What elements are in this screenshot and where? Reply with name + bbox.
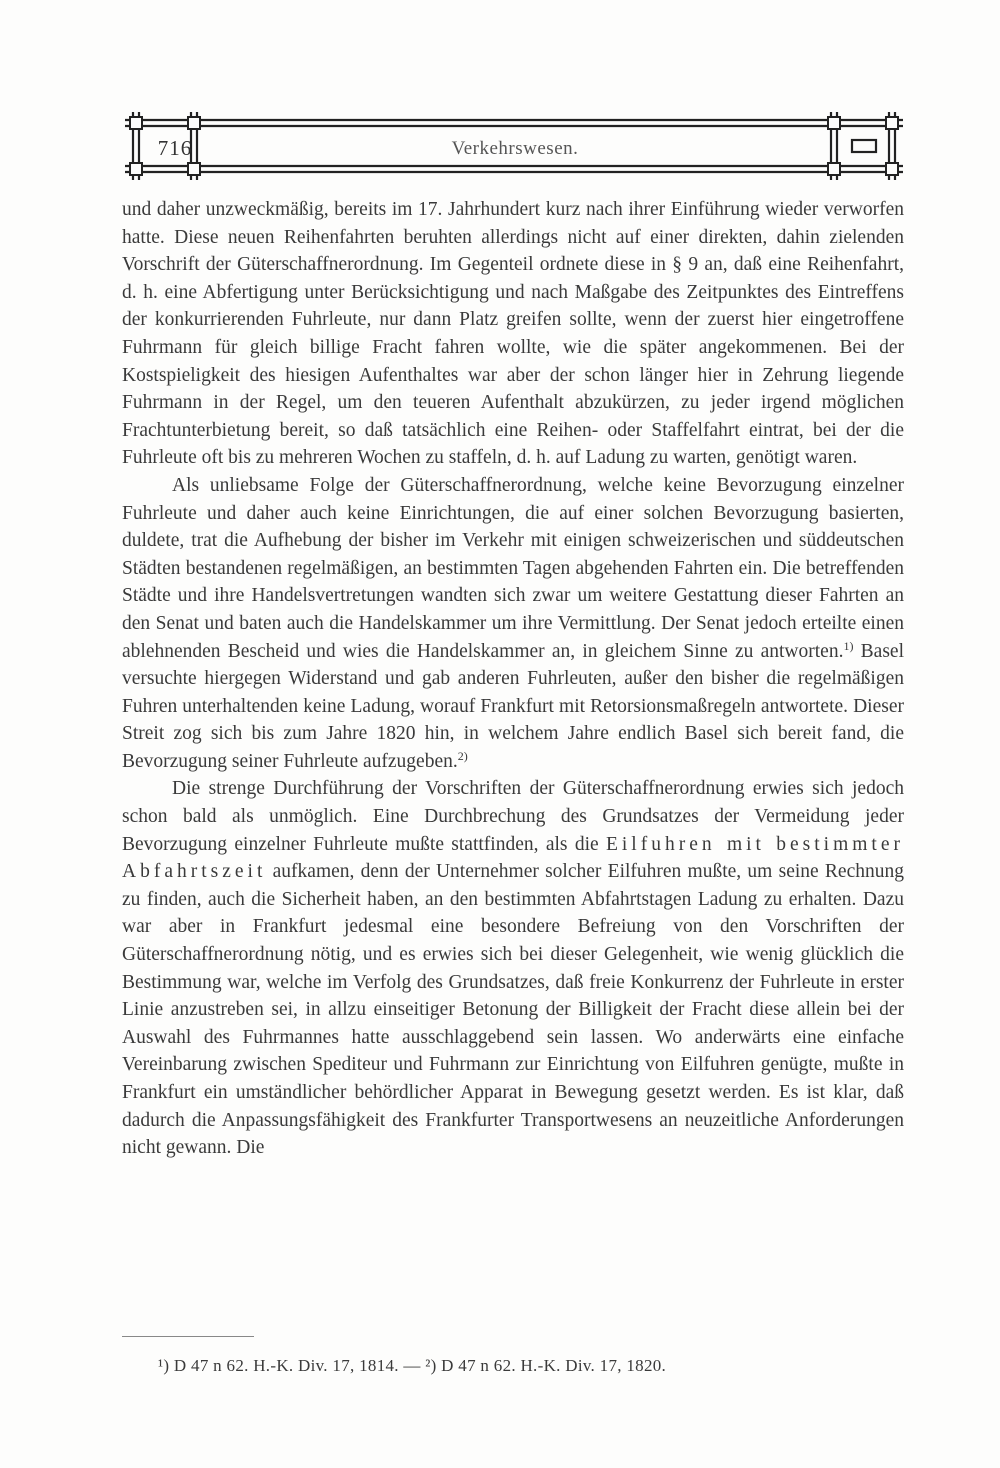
paragraph-1: und daher unzweckmäßig, bereits im 17. Jahrhundert kurz nach ihrer Einführung wieder verworfen hatte. Diese neuen Reihenfahrten beruhten allerdings nicht auf einer direkten, dahin zielenden Vorschrift der Güterschaffnerordnung. Im Gegenteil ordnete diese in § 9 an, daß eine Reihenfahrt, d. h. eine Abfertigung unter Berücksichtigung und nach Maßgabe des Zeitpunktes des Eintreffens der konkurrierenden Fuhrleute, nur dann Platz greifen sollte, wenn der zuerst hier eingetroffene Fuhrmann für gleich billige Fracht fahren wollte, wie die später angekommenen. Bei der Kostspieligkeit des hiesigen Aufenthaltes war aber der schon länger hier in Zehrung liegende Fuhrmann in der Regel, um den teueren Aufenthalt abzukürzen, zu jeder irgend möglichen Frachtunterbietung bereit, so daß tatsächlich eine Reihen- oder Staffelfahrt eintrat, bei der die Fuhrleute oft bis zu mehreren Wochen zu staffeln, d. h. auf Ladung zu warten, genötigt waren.: [122, 199, 904, 469]
page-header: [125, 112, 903, 180]
main-text: [122, 196, 904, 1162]
page-number: 716: [157, 136, 193, 160]
footnote-ref-1[interactable]: 1): [843, 638, 854, 653]
paragraph-3-text-a: Die strenge Durchführung der Vorschriften der Güterschaffnerordnung erwies sich jedoch schon bald als unmöglich. Eine Durchbrechung des Grundsatzes der Vermeidung jeder Bevorzugung einzelner Fuhrleute mußte stattfinden, als die: [122, 778, 904, 855]
paragraph-2-text-b: Basel versuchte hiergegen Widerstand und gab anderen Fuhrleuten, außer den bisher die regelmäßigen Fuhren unterhaltenden keine Ladung, worauf Frankfurt mit Retorsionsmaßregeln antwortete. Dieser Streit zog sich bis zum Jahre 1820 hin, in welchem Jahre endlich Basel sich bereit fand, die Bevorzugung seiner Fuhrleute aufzugeben.: [122, 640, 904, 772]
footnotes: ¹) D 47 n 62. H.-K. Div. 17, 1814. — ²) D 47 n 62. H.-K. Div. 17, 1820.: [158, 1356, 667, 1375]
emphasized-term: Eilfuhren mit bestimmter Abfahrtszeit: [122, 833, 905, 883]
paragraph-2: [122, 472, 904, 776]
paragraph-3-text-b: aufkamen, denn der Unternehmer solcher Eilfuhren mußte, um seine Rechnung zu finden, auch die Sicherheit haben, an den bestimmten Abfahrtstagen Ladung zu erhalten. Dazu war aber in Frankfurt jedesmal eine besondere Befreiung von den Vorschriften der Güterschaffnerordnung nötig, und es erwies sich bei dieser Gelegenheit, wie wenig glücklich die Bestimmung war, welche im Verfolg des Grundsatzes, daß freie Konkurrenz der Fuhrleute in erster Linie anzustreben sei, in allzu einseitiger Betonung der Billigkeit der Fracht diese allein bei der Auswahl des Fuhrmannes hatte ausschlaggebend sein lassen. Wo anderwärts eine einfache Vereinbarung zwischen Spediteur und Fuhrmann zur Einrichtung von Eilfuhren genügte, mußte in Frankfurt ein umständlicher behördlicher Apparat in Bewegung gesetzt werden. Es ist klar, daß dadurch die Anpassungsfähigkeit des Frankfurter Transportwesens an neuzeitliche Anforderungen nicht gewann. Die: [122, 861, 904, 1159]
running-head-title: Verkehrswesen.: [451, 138, 579, 159]
paragraph-3: [122, 775, 904, 1161]
paragraph-2-text-a: Als unliebsame Folge der Güterschaffnerordnung, welche keine Bevorzugung einzelner Fuhrleute und daher auch keine Einrichtungen, die auf einer solchen Bevorzugung basierten, duldete, trat die Aufhebung der bisher im Verkehr mit einigen schweizerischen und süddeutschen Städten bestandenen regelmäßigen, an bestimmten Tagen abgehenden Fahrten ein. Die betreffenden Städte und ihre Handelsvertretungen wandten sich zwar um weitere Gestattung dieser Fahrten an den Senat und baten auch die Handelskammer um ihre Vermittlung. Der Senat jedoch erteilte einen ablehnenden Bescheid und wies die Handelskammer an, in gleichem Sinne zu antworten.: [122, 474, 904, 662]
footnote-ref-2[interactable]: 2): [457, 748, 468, 763]
footnote-divider: [122, 1336, 254, 1337]
